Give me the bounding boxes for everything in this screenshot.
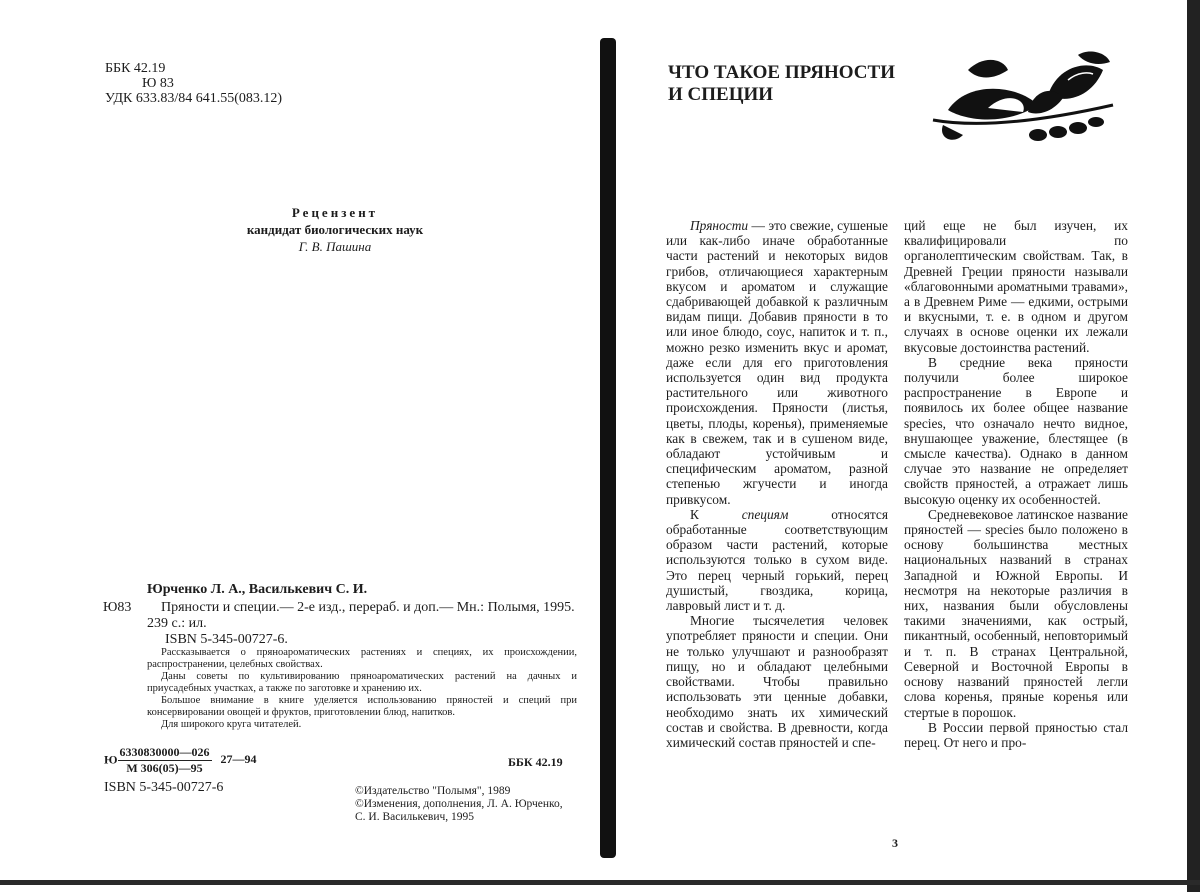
annotation-paragraph: Для широкого круга читателей. [161,719,302,730]
bbk-line: Ю 83 [142,76,174,91]
formula-numerator: 6330830000—026 [119,745,210,759]
annotation-paragraph: Рассказывается о пряноароматических растениях и специях, их происхождении, распространении, целебных свойствах. [147,647,577,670]
reviewer-name: Г. В. Пашина [298,239,372,254]
formula-denominator: М 306(05)—95 [126,761,203,775]
paragraph [666,613,888,750]
title-line: Пряности и специи.— 2-е изд., перераб. и доп.— Мн.: Полымя, 1995. 239 с.: ил. [147,600,575,631]
copyright-line: ©Издательство "Полымя", 1989 [355,785,511,797]
paragraph: ций еще не был изучен, их квалифицировали по органолептическим свойствам. Так, в Древней Греции пряности называли «благовонными ароматными травами», а в Древнем Риме — едкими, острыми и вкусными, т. е. в одном и другом случаях в основе оценки их лежали вкусовые достоинства растений. [904,218,1128,355]
annotation [147,647,577,731]
catalog-formula [104,745,257,776]
paragraph-text: — это свежие, сушеные или как-либо иначе обработанные части растений и некоторых видов грибов, отличающиеся характерным вкусом и ароматом и служащие сдабривающей добавкой к различным видам пищи. Добавив пряности в то или иное блюдо, соус, напиток и т. п., можно резко изменить вкус и аромат, даже если для его приготовления используется один вид продукта растительного или животного происхождения. Пряности (листья, цветы, плоды, коренья), применяемые как в свежем, так и в сушеном виде, обладают устойчивым и специфическим ароматом, разной степенью жгучести и иногда привкусом. [666,218,888,507]
bbk-line: ББК 42.19 [105,61,166,76]
chapter-title-line: ЧТО ТАКОЕ ПРЯНОСТИ [668,62,895,83]
paragraph-text: Многие тысячелетия человек употребляет пряности и специи. Они не только улучшают и разнообразят пищу, но и обладают целебными свойствами. Чтобы правильно использовать эти ценные добавки, необходимо знать их химический состав и свойства. В древности, когда химический состав пряностей и спе- [666,613,888,750]
reviewer-block [190,204,480,255]
paragraph: В средние века пряности получили более широкое распространение в Европе и появилось их более общее название species, что означало нечто видное, внушающее уважение, блестящее (в смысле качества). Однако в данном случае это название не определяет свойств пряностей, а отражает лишь высокую оценку их особенностей. [904,354,1128,507]
formula-suffix: 27—94 [220,752,257,767]
text-column-right [904,218,1128,750]
bbk-classification [105,61,282,106]
scan-bottom-shadow [0,880,1200,885]
leaf-branch-ornament-icon [928,50,1118,150]
isbn-bottom: ISBN 5-345-00727-6 [104,780,224,795]
annotation-paragraph: Даны советы по культивированию пряноароматических растений на дачных и приусадебных участках, а также по заготовке и хранению их. [147,671,577,694]
chapter-title-line: И СПЕЦИИ [668,84,774,105]
formula-fraction [118,745,212,776]
paragraph [666,218,888,507]
bibliographic-description [147,600,577,648]
copyright-block [355,785,575,824]
formula-prefix: Ю [104,752,118,767]
copyright-line: ©Изменения, дополнения, Л. А. Юрченко, С. И. Василькевич, 1995 [355,798,563,823]
annotation-paragraph: Большое внимание в книге уделяется использованию пряностей и специй при консервировании овощей и фруктов, приготовлении блюд, напитков. [147,695,577,718]
chapter-title [668,62,928,106]
udk-line: УДК 633.83/84 641.55(083.12) [105,91,283,106]
paragraph [666,507,888,613]
paragraph: Средневековое латинское название пряностей — species было положено в основу большинства местных национальных названий в странах Западной и Южной Европы. И несмотря на некоторые различия в них, названия были обусловлены такими значениями, как острый, пикантный, особенный, неповторимый и т. п. В странах Центральной, Северной и Восточной Европы в основу названий пряностей легли слова коренья, пряные коренья или стертые в порошок. [904,506,1128,720]
scan-edge-shadow [1187,0,1200,892]
book-authors: Юрченко Л. А., Василькевич С. И. [147,582,368,597]
reviewer-heading: Рецензент [291,205,379,220]
paragraph-text: относятся обработанные соответствующим образом части растений, которые используются только в сухом виде. Это перец черный горький, перец душистый, гвоздика, корица, лавровый лист и т. д. [666,506,889,614]
bbk-bottom: ББК 42.19 [508,755,563,769]
isbn-inline: ISBN 5-345-00727-6. [165,632,288,647]
reviewer-degree: кандидат биологических наук [246,222,424,237]
term-spices: Пряности [690,218,749,233]
paragraph: В России первой пряностью стал перец. От него и про- [904,719,1128,750]
book-gutter-shadow [600,38,616,858]
catalog-code: Ю83 [103,600,132,615]
term-condiments: специям [741,506,789,522]
page-number: 3 [892,836,898,850]
paragraph-prefix: К [690,506,742,522]
text-column-left [666,218,888,750]
